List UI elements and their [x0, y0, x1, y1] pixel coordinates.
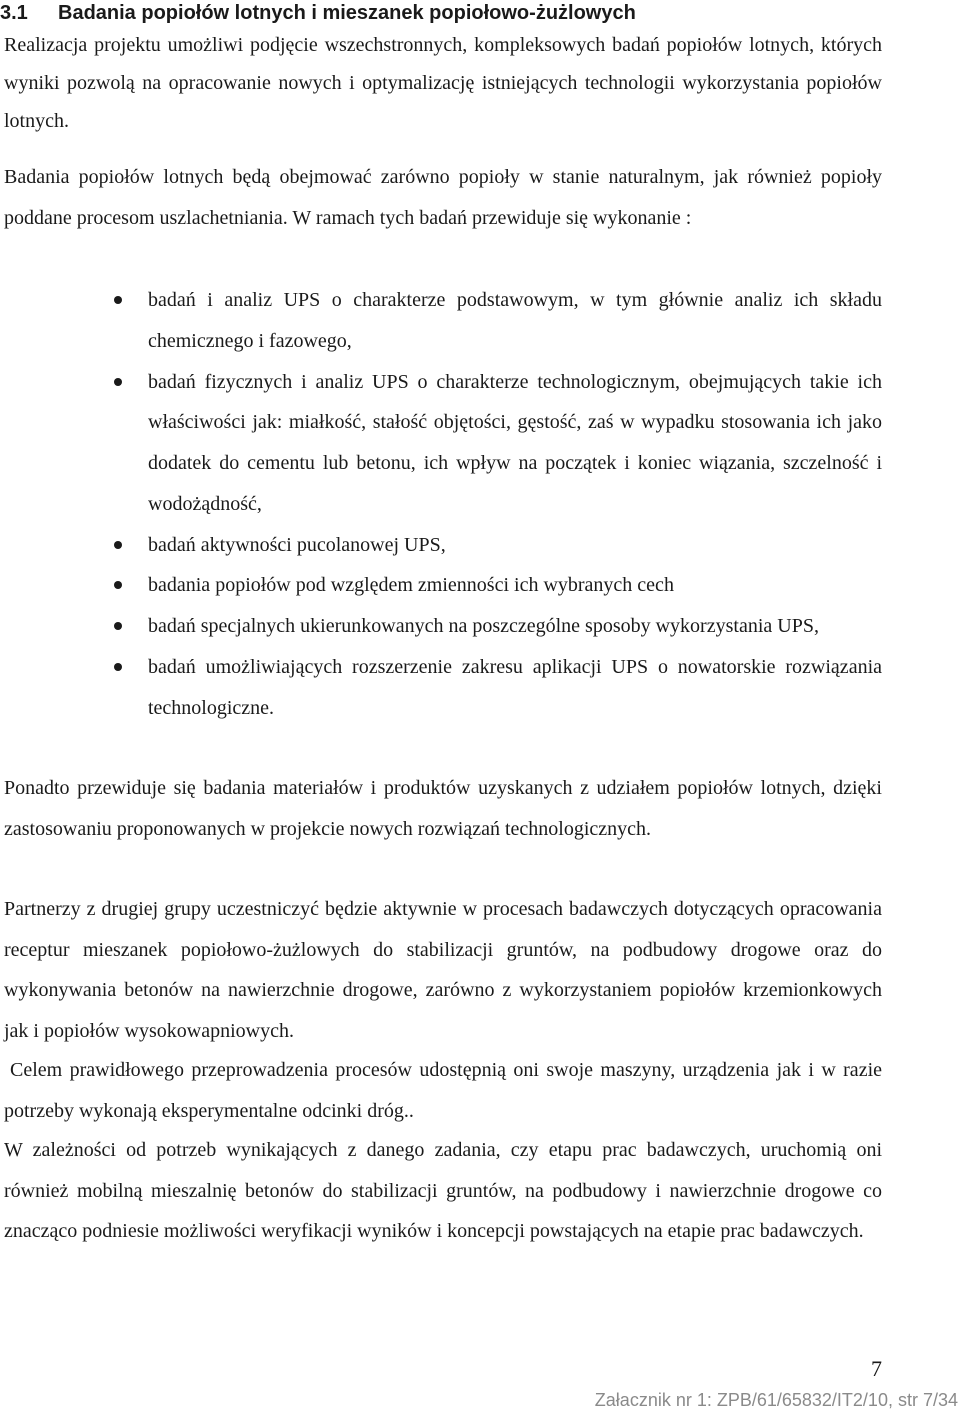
list-item-text: badania popiołów pod względem zmienności ich wybranych cech [148, 574, 674, 597]
bullet-icon [114, 663, 122, 671]
bullet-icon [114, 378, 122, 386]
list-item-text: badań i analiz UPS o charakterze podstawowym, w tym głównie analiz ich składu chemicznego i fazowego, [148, 289, 882, 352]
list-item-text: badań aktywności pucolanowej UPS, [148, 533, 446, 556]
paragraph-partners: Partnerzy z drugiej grupy uczestniczyć będzie aktywnie w procesach badawczych dotyczących opracowania receptur mieszanek popiołowo-żużlowych do stabilizacji gruntów, na podbudowy drogowe oraz do wykonywania betonów na nawierzchnie drogowe, zarówno z wykorzystaniem popiołów krzemionkowych jak i popiołów wysokowapniowych. [4, 898, 882, 1042]
list-item-text: badań specjalnych ukierunkowanych na poszczególne sposoby wykorzystania UPS, [148, 615, 819, 637]
list-item [148, 565, 882, 606]
paragraph-machines: Celem prawidłowego przeprowadzenia procesów udostępnią oni swoje maszyny, urządzenia jak i w razie potrzeby wykonają eksperymentalne odcinki dróg.. [4, 1059, 882, 1122]
list-item [148, 647, 882, 729]
bullet-icon [114, 541, 122, 549]
list-item-text: badań fizycznych i analiz UPS o charakterze technologicznym, obejmujących takie ich właściwości jak: miałkość, stałość objętości, gęstość, zaś w wypadku stosowania ich jako dodatek do cementu lub betonu, ich wpływ na początek i koniec wiązania, szczelność i wodożądność, [148, 370, 882, 515]
paragraph-mixing-plant: W zależności od potrzeb wynikających z danego zadania, czy etapu prac badawczych, uruchomią oni również mobilną mieszalnię betonów do stabilizacji gruntów, na podbudowy i nawierzchnie drogowe co znacząco podniesie możliwości weryfikacji wyników i koncepcji powstających na etapie prac badawczych. [4, 1139, 882, 1242]
list-item [148, 280, 882, 362]
section-title: Badania popiołów lotnych i mieszanek popiołowo-żużlowych [58, 2, 636, 24]
footer-reference: Załacznik nr 1: ZPB/61/65832/IT2/10, str 7/34 [594, 1390, 958, 1410]
list-item-text: badań umożliwiających rozszerzenie zakresu aplikacji UPS o nowatorskie rozwiązania technologiczne. [148, 655, 882, 719]
bullet-icon [114, 296, 122, 304]
list-item [148, 525, 882, 566]
bullet-icon [114, 581, 122, 589]
section-heading [0, 0, 940, 26]
paragraph-intro: Realizacja projektu umożliwi podjęcie wszechstronnych, kompleksowych badań popiołów lotnych, których wyniki pozwolą na opracowanie nowych i optymalizację istniejących technologii wykorzystania popiołów lotnych. [4, 34, 882, 132]
paragraph-scope: Badania popiołów lotnych będą obejmować zarówno popioły w stanie naturalnym, jak również popioły poddane procesom uszlachetniania. W ramach tych badań przewiduje się wykonanie : [4, 166, 882, 229]
page-number: 7 [871, 1356, 882, 1381]
list-item [148, 606, 882, 647]
paragraph-materials: Ponadto przewiduje się badania materiałów i produktów uzyskanych z udziałem popiołów lotnych, dzięki zastosowaniu proponowanych w projekcie nowych rozwiązań technologicznych. [4, 777, 882, 840]
research-bullet-list [148, 280, 882, 728]
list-item [148, 362, 882, 525]
section-number: 3.1 [0, 2, 28, 24]
bullet-icon [114, 622, 122, 630]
